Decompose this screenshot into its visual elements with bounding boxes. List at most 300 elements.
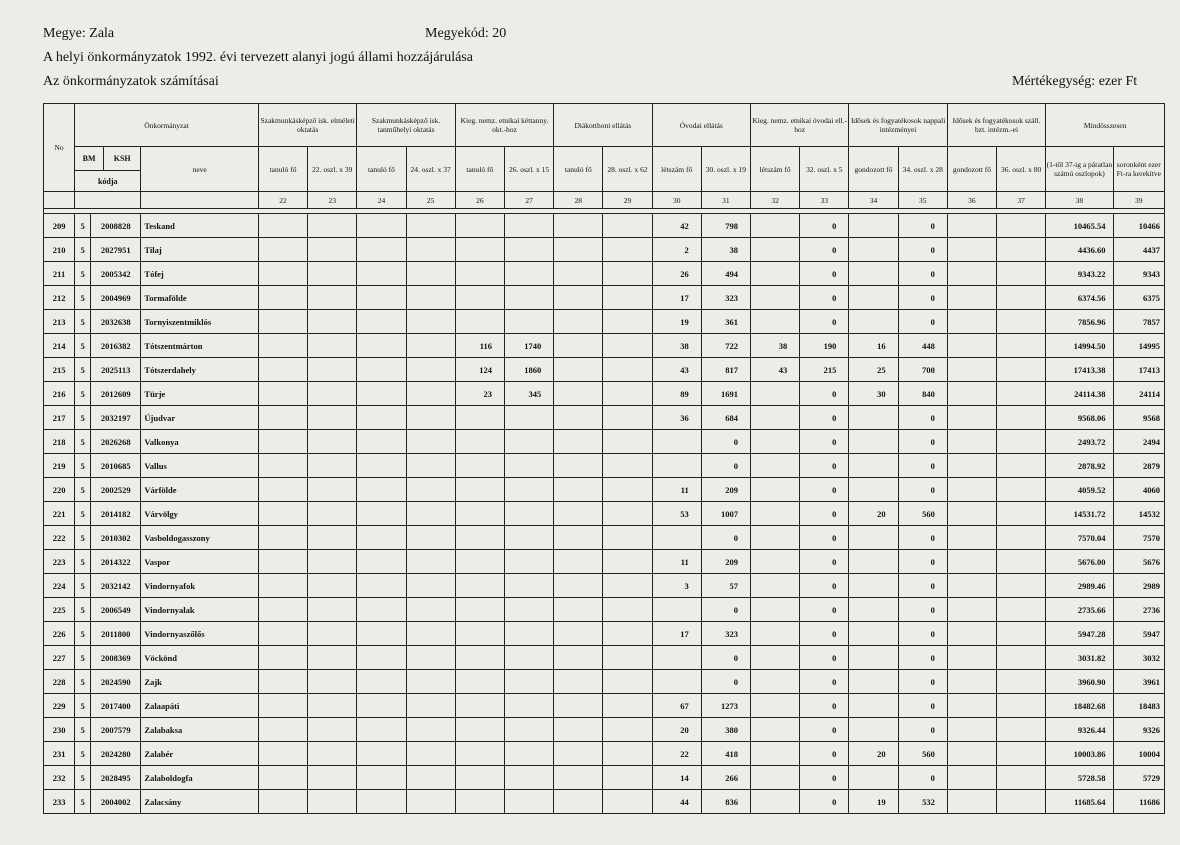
cell-empty	[997, 526, 1046, 550]
cell-c34: 30	[849, 382, 898, 406]
cell-c33: 0	[800, 262, 849, 286]
cell-empty	[357, 406, 406, 430]
table-row	[44, 622, 1165, 646]
cell-c35: 0	[898, 622, 947, 646]
cell-c32	[751, 694, 800, 718]
cell-bm: 5	[75, 214, 91, 238]
cell-empty	[406, 598, 455, 622]
cell-c27	[504, 286, 553, 310]
cell-c31: 722	[701, 334, 750, 358]
table-row	[44, 766, 1165, 790]
cell-c38: 9343.22	[1046, 262, 1113, 286]
cell-c32	[751, 430, 800, 454]
cell-ksh: 2008828	[91, 214, 141, 238]
cell-c39: 7857	[1113, 310, 1164, 334]
cell-empty	[947, 790, 996, 814]
cell-c33: 0	[800, 670, 849, 694]
cell-c33: 0	[800, 646, 849, 670]
cell-empty	[258, 526, 307, 550]
cell-empty	[554, 766, 603, 790]
cell-empty	[308, 358, 357, 382]
cell-bm: 5	[75, 502, 91, 526]
cell-empty	[406, 646, 455, 670]
cell-empty	[357, 478, 406, 502]
cell-c27	[504, 718, 553, 742]
group-header: Szakmunkásképző isk. elméleti oktatás	[258, 104, 356, 147]
cell-empty	[258, 214, 307, 238]
cell-c38: 5947.28	[1046, 622, 1113, 646]
cell-c34: 16	[849, 334, 898, 358]
column-number: 36	[947, 192, 996, 209]
cell-c38: 5728.58	[1046, 766, 1113, 790]
cell-name: Vaspor	[141, 550, 259, 574]
cell-c32	[751, 790, 800, 814]
cell-c30: 2	[652, 238, 701, 262]
cell-ksh: 2025113	[91, 358, 141, 382]
cell-c26: 23	[455, 382, 504, 406]
cell-ksh: 2026268	[91, 430, 141, 454]
cell-c26	[455, 742, 504, 766]
allocation-table	[43, 103, 1165, 814]
cell-c27	[504, 622, 553, 646]
cell-c31: 0	[701, 454, 750, 478]
cell-c31: 1273	[701, 694, 750, 718]
cell-c39: 5947	[1113, 622, 1164, 646]
cell-no: 217	[44, 406, 75, 430]
cell-empty	[554, 622, 603, 646]
cell-empty	[406, 502, 455, 526]
cell-c34: 25	[849, 358, 898, 382]
cell-c34	[849, 310, 898, 334]
group-header: Óvodai ellátás	[652, 104, 750, 147]
cell-empty	[554, 598, 603, 622]
cell-empty	[357, 670, 406, 694]
cell-empty	[997, 790, 1046, 814]
cell-name: Zalabaksa	[141, 718, 259, 742]
cell-c35: 560	[898, 742, 947, 766]
cell-empty	[554, 382, 603, 406]
cell-c38: 3031.82	[1046, 646, 1113, 670]
cell-c38: 2493.72	[1046, 430, 1113, 454]
cell-c31: 494	[701, 262, 750, 286]
cell-name: Vindornyaszőlős	[141, 622, 259, 646]
cell-c39: 4060	[1113, 478, 1164, 502]
cell-empty	[947, 502, 996, 526]
cell-c30: 11	[652, 478, 701, 502]
cell-empty	[308, 526, 357, 550]
cell-empty	[947, 478, 996, 502]
cell-empty	[308, 502, 357, 526]
cell-c34	[849, 550, 898, 574]
cell-c34	[849, 646, 898, 670]
cell-empty	[357, 574, 406, 598]
cell-empty	[357, 214, 406, 238]
cell-c38: 4436.60	[1046, 238, 1113, 262]
cell-empty	[603, 622, 652, 646]
cell-c33: 215	[800, 358, 849, 382]
table-row	[44, 646, 1165, 670]
cell-name: Tótszerdahely	[141, 358, 259, 382]
cell-c30	[652, 526, 701, 550]
table-row	[44, 670, 1165, 694]
cell-bm: 5	[75, 478, 91, 502]
cell-empty	[554, 214, 603, 238]
cell-c33: 0	[800, 526, 849, 550]
cell-name: Tótszentmárton	[141, 334, 259, 358]
cell-ksh: 2006549	[91, 598, 141, 622]
cell-c33: 0	[800, 718, 849, 742]
cell-ksh: 2016382	[91, 334, 141, 358]
cell-empty	[258, 478, 307, 502]
cell-name: Vasboldogasszony	[141, 526, 259, 550]
table-row	[44, 742, 1165, 766]
table-row	[44, 286, 1165, 310]
column-number: 26	[455, 192, 504, 209]
subheader: (1-től 37-ig a páratlan számú oszlopok)	[1046, 147, 1113, 192]
cell-c33: 0	[800, 742, 849, 766]
cell-ksh: 2017400	[91, 694, 141, 718]
cell-empty	[357, 694, 406, 718]
cell-ksh: 2032638	[91, 310, 141, 334]
cell-no: 229	[44, 694, 75, 718]
cell-c32	[751, 406, 800, 430]
neve-header: neve	[141, 147, 259, 192]
cell-ksh: 2010685	[91, 454, 141, 478]
cell-c34	[849, 262, 898, 286]
cell-c35: 840	[898, 382, 947, 406]
cell-no: 219	[44, 454, 75, 478]
cell-empty	[308, 478, 357, 502]
cell-empty	[603, 742, 652, 766]
cell-c26	[455, 238, 504, 262]
cell-name: Tófej	[141, 262, 259, 286]
cell-c30: 42	[652, 214, 701, 238]
cell-empty	[308, 310, 357, 334]
cell-empty	[406, 382, 455, 406]
cell-c27	[504, 406, 553, 430]
cell-c32	[751, 718, 800, 742]
cell-c30: 22	[652, 742, 701, 766]
cell-empty	[406, 406, 455, 430]
column-number: 24	[357, 192, 406, 209]
cell-empty	[258, 670, 307, 694]
cell-c35: 0	[898, 406, 947, 430]
cell-empty	[357, 286, 406, 310]
cell-empty	[406, 670, 455, 694]
column-number: 38	[1046, 192, 1113, 209]
cell-c33: 0	[800, 454, 849, 478]
column-number: 34	[849, 192, 898, 209]
cell-c26	[455, 622, 504, 646]
cell-c27: 345	[504, 382, 553, 406]
cell-no: 220	[44, 478, 75, 502]
cell-c38: 3960.90	[1046, 670, 1113, 694]
cell-empty	[308, 334, 357, 358]
cell-c32: 43	[751, 358, 800, 382]
cell-c30: 89	[652, 382, 701, 406]
cell-empty	[554, 502, 603, 526]
cell-empty	[406, 718, 455, 742]
cell-c26	[455, 478, 504, 502]
cell-c39: 2879	[1113, 454, 1164, 478]
cell-empty	[947, 334, 996, 358]
cell-empty	[947, 406, 996, 430]
cell-c31: 684	[701, 406, 750, 430]
cell-c31: 836	[701, 790, 750, 814]
cell-empty	[406, 550, 455, 574]
cell-c39: 9343	[1113, 262, 1164, 286]
column-number: 23	[308, 192, 357, 209]
cell-name: Zalabér	[141, 742, 259, 766]
cell-ksh: 2004002	[91, 790, 141, 814]
group-header: Kieg. nemz. etnikai kéttanny. okt.-hoz	[455, 104, 553, 147]
cell-empty	[357, 454, 406, 478]
subheader: 24. oszl. x 37	[406, 147, 455, 192]
cell-c34: 20	[849, 742, 898, 766]
cell-name: Várvölgy	[141, 502, 259, 526]
cell-no: 209	[44, 214, 75, 238]
cell-c38: 2878.92	[1046, 454, 1113, 478]
cell-empty	[258, 622, 307, 646]
cell-c35: 0	[898, 478, 947, 502]
cell-empty	[947, 382, 996, 406]
cell-empty	[603, 430, 652, 454]
cell-name: Vöckönd	[141, 646, 259, 670]
cell-empty	[406, 358, 455, 382]
cell-c30: 17	[652, 622, 701, 646]
cell-ksh: 2005342	[91, 262, 141, 286]
cell-c35: 532	[898, 790, 947, 814]
cell-empty	[357, 526, 406, 550]
cell-c39: 10466	[1113, 214, 1164, 238]
cell-c35: 0	[898, 670, 947, 694]
page-title: A helyi önkormányzatok 1992. évi tervezett alanyi jogú állami hozzájárulása	[43, 50, 473, 65]
cell-c35: 0	[898, 286, 947, 310]
cell-c30: 3	[652, 574, 701, 598]
cell-c33: 0	[800, 310, 849, 334]
cell-empty	[603, 286, 652, 310]
cell-empty	[554, 478, 603, 502]
cell-empty	[603, 358, 652, 382]
cell-c39: 9326	[1113, 718, 1164, 742]
cell-c39: 5729	[1113, 766, 1164, 790]
cell-name: Várfölde	[141, 478, 259, 502]
cell-empty	[997, 598, 1046, 622]
cell-c32	[751, 526, 800, 550]
cell-bm: 5	[75, 382, 91, 406]
cell-empty	[554, 454, 603, 478]
cell-name: Valkonya	[141, 430, 259, 454]
cell-c31: 380	[701, 718, 750, 742]
subheader: 26. oszl. x 15	[504, 147, 553, 192]
cell-empty	[947, 718, 996, 742]
cell-c35: 0	[898, 598, 947, 622]
cell-c32	[751, 310, 800, 334]
cell-c33: 0	[800, 622, 849, 646]
cell-empty	[997, 310, 1046, 334]
cell-bm: 5	[75, 574, 91, 598]
cell-empty	[947, 598, 996, 622]
column-number: 30	[652, 192, 701, 209]
cell-c27	[504, 238, 553, 262]
cell-c39: 5676	[1113, 550, 1164, 574]
cell-empty	[997, 334, 1046, 358]
cell-c31: 1007	[701, 502, 750, 526]
table-row	[44, 526, 1165, 550]
code-header	[75, 147, 141, 192]
cell-c30	[652, 430, 701, 454]
cell-c34	[849, 454, 898, 478]
cell-c27: 1860	[504, 358, 553, 382]
cell-c30: 11	[652, 550, 701, 574]
cell-empty	[258, 406, 307, 430]
cell-no: 222	[44, 526, 75, 550]
cell-c26	[455, 646, 504, 670]
cell-empty	[603, 694, 652, 718]
cell-empty	[258, 790, 307, 814]
cell-empty	[947, 742, 996, 766]
cell-c31: 209	[701, 478, 750, 502]
cell-empty	[357, 622, 406, 646]
cell-empty	[554, 526, 603, 550]
cell-c32	[751, 478, 800, 502]
column-number: 25	[406, 192, 455, 209]
cell-c32	[751, 502, 800, 526]
cell-name: Zalaapáti	[141, 694, 259, 718]
cell-c27	[504, 694, 553, 718]
cell-c31: 361	[701, 310, 750, 334]
cell-c35: 0	[898, 766, 947, 790]
cell-no: 227	[44, 646, 75, 670]
cell-empty	[997, 694, 1046, 718]
cell-empty	[603, 598, 652, 622]
cell-c31: 0	[701, 670, 750, 694]
cell-empty	[554, 238, 603, 262]
cell-empty	[947, 646, 996, 670]
cell-c30	[652, 670, 701, 694]
cell-name: Újudvar	[141, 406, 259, 430]
cell-empty	[997, 214, 1046, 238]
cell-c39: 10004	[1113, 742, 1164, 766]
cell-empty	[258, 238, 307, 262]
cell-c39: 3032	[1113, 646, 1164, 670]
cell-c39: 3961	[1113, 670, 1164, 694]
cell-c34	[849, 286, 898, 310]
cell-no: 224	[44, 574, 75, 598]
cell-ksh: 2008369	[91, 646, 141, 670]
cell-c26	[455, 262, 504, 286]
cell-bm: 5	[75, 238, 91, 262]
cell-c33: 0	[800, 574, 849, 598]
cell-c34	[849, 430, 898, 454]
group-header: Mindösszesen	[1046, 104, 1165, 147]
colnum-blank	[75, 192, 141, 209]
cell-empty	[947, 430, 996, 454]
cell-c39: 2736	[1113, 598, 1164, 622]
cell-empty	[258, 694, 307, 718]
cell-c39: 24114	[1113, 382, 1164, 406]
cell-c31: 1691	[701, 382, 750, 406]
cell-empty	[406, 214, 455, 238]
cell-c33: 0	[800, 478, 849, 502]
cell-empty	[997, 262, 1046, 286]
table-row	[44, 310, 1165, 334]
cell-c26	[455, 766, 504, 790]
county-label: Megye: Zala	[43, 26, 115, 41]
cell-empty	[603, 790, 652, 814]
cell-c34	[849, 214, 898, 238]
cell-empty	[554, 310, 603, 334]
cell-empty	[997, 430, 1046, 454]
cell-empty	[357, 742, 406, 766]
cell-empty	[308, 454, 357, 478]
cell-ksh: 2032197	[91, 406, 141, 430]
cell-empty	[603, 574, 652, 598]
cell-c26	[455, 430, 504, 454]
cell-empty	[357, 382, 406, 406]
cell-empty	[258, 358, 307, 382]
column-number: 22	[258, 192, 307, 209]
cell-c39: 7570	[1113, 526, 1164, 550]
cell-no: 226	[44, 622, 75, 646]
cell-empty	[308, 718, 357, 742]
cell-c30	[652, 598, 701, 622]
cell-name: Tormafölde	[141, 286, 259, 310]
cell-c34	[849, 694, 898, 718]
cell-empty	[357, 334, 406, 358]
cell-empty	[258, 430, 307, 454]
group-header: Kieg. nemz. etnikai óvodai ell.-hoz	[751, 104, 849, 147]
cell-empty	[603, 262, 652, 286]
cell-no: 213	[44, 310, 75, 334]
cell-empty	[603, 478, 652, 502]
cell-c32	[751, 382, 800, 406]
group-header: Idősek és fogyatékosok nappali intézményei	[849, 104, 947, 147]
table-row	[44, 694, 1165, 718]
subheader: 32. oszl. x 5	[800, 147, 849, 192]
cell-c34: 20	[849, 502, 898, 526]
cell-empty	[603, 334, 652, 358]
cell-c26	[455, 790, 504, 814]
cell-empty	[357, 550, 406, 574]
table-row	[44, 598, 1165, 622]
cell-c38: 11685.64	[1046, 790, 1113, 814]
cell-c38: 2989.46	[1046, 574, 1113, 598]
cell-empty	[258, 454, 307, 478]
column-number: 39	[1113, 192, 1164, 209]
cell-empty	[947, 670, 996, 694]
table-row	[44, 238, 1165, 262]
cell-empty	[406, 574, 455, 598]
cell-bm: 5	[75, 286, 91, 310]
cell-empty	[406, 334, 455, 358]
cell-empty	[554, 694, 603, 718]
cell-c27	[504, 766, 553, 790]
cell-c32	[751, 574, 800, 598]
cell-c31: 0	[701, 646, 750, 670]
cell-empty	[554, 406, 603, 430]
cell-name: Zalacsány	[141, 790, 259, 814]
cell-no: 230	[44, 718, 75, 742]
cell-empty	[554, 646, 603, 670]
column-number: 37	[997, 192, 1046, 209]
cell-c34	[849, 238, 898, 262]
cell-empty	[554, 790, 603, 814]
cell-no: 231	[44, 742, 75, 766]
cell-empty	[357, 502, 406, 526]
cell-empty	[603, 454, 652, 478]
cell-c32: 38	[751, 334, 800, 358]
